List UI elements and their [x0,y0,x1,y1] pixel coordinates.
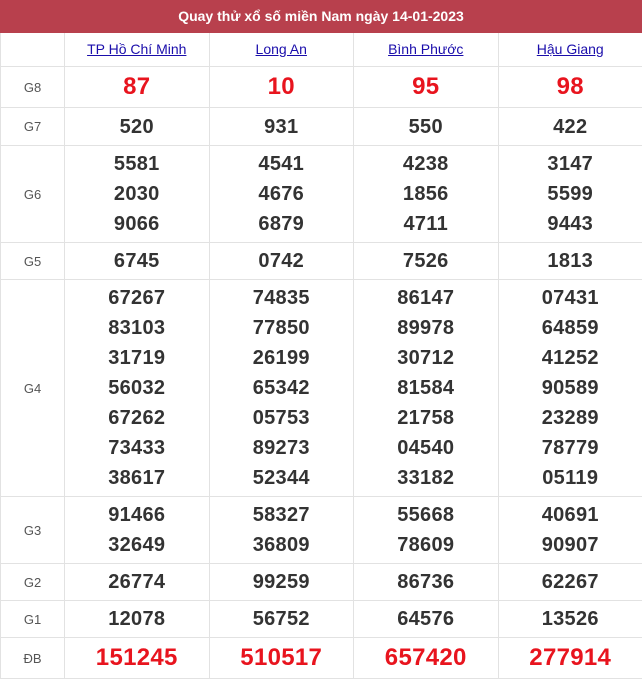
result-number: 3147 [547,153,594,175]
result-number: 4711 [403,213,449,235]
result-number: 55668 [397,504,455,526]
result-number: 91466 [108,504,166,526]
results-table [0,33,642,679]
result-cell [65,497,210,564]
result-number: 40691 [541,504,599,526]
result-number: 56032 [108,377,166,399]
result-number: 32649 [108,534,166,556]
result-number: 931 [264,115,299,138]
result-number: 12078 [108,608,166,630]
results-body [1,67,642,679]
prize-row [1,601,642,638]
result-number: 67267 [108,287,166,309]
result-number: 95 [412,73,440,100]
result-number: 7526 [402,250,449,272]
result-cell [209,497,354,564]
result-cell [498,108,642,146]
result-cell [354,638,499,679]
province-header [65,33,210,67]
prize-label: G5 [1,243,65,280]
result-number: 277914 [529,644,612,671]
result-cell [354,146,499,243]
result-cell [498,146,642,243]
result-number: 10 [267,73,295,100]
result-number: 65342 [252,377,310,399]
result-cell [498,564,642,601]
result-number: 67262 [108,407,166,429]
result-number: 62267 [541,571,599,593]
result-number: 99259 [252,571,310,593]
result-number: 31719 [108,347,166,369]
result-number: 41252 [541,347,599,369]
result-cell [209,638,354,679]
result-number: 38617 [108,467,166,489]
result-number: 78609 [397,534,455,556]
result-cell [354,280,499,497]
prize-label: G1 [1,601,65,638]
prize-label: ĐB [1,638,65,679]
result-number: 6879 [258,213,305,235]
result-cell [498,497,642,564]
result-number: 64859 [541,317,599,339]
result-number: 58327 [252,504,310,526]
result-cell [65,280,210,497]
result-number: 13526 [541,608,599,630]
result-number: 78779 [541,437,599,459]
result-cell [498,601,642,638]
result-number: 86147 [397,287,455,309]
result-number: 81584 [397,377,455,399]
province-header [209,33,354,67]
result-number: 05753 [252,407,310,429]
result-number: 52344 [252,467,310,489]
result-cell [354,243,499,280]
result-number: 36809 [252,534,310,556]
prize-row [1,280,642,497]
result-number: 4676 [258,183,305,205]
result-number: 83103 [108,317,166,339]
prize-row [1,638,642,679]
result-cell [354,108,499,146]
result-number: 05119 [542,467,599,489]
result-number: 26199 [252,347,310,369]
result-number: 33182 [397,467,455,489]
result-number: 1813 [547,250,594,272]
result-number: 74835 [252,287,310,309]
result-cell [65,243,210,280]
result-number: 64576 [397,608,455,630]
result-number: 30712 [397,347,455,369]
prize-label: G7 [1,108,65,146]
province-link-binh-phuoc[interactable]: Bình Phước [388,40,464,57]
province-header [498,33,642,67]
result-cell [209,280,354,497]
province-header [354,33,499,67]
province-link-hau-giang[interactable]: Hậu Giang [536,40,604,57]
result-number: 26774 [108,571,166,593]
result-cell [498,243,642,280]
result-cell [354,497,499,564]
result-number: 89978 [397,317,455,339]
result-number: 510517 [240,644,323,671]
result-number: 90907 [541,534,599,556]
province-link-ho-chi-minh[interactable]: TP Hồ Chí Minh [87,40,187,57]
result-number: 4541 [258,153,305,175]
result-number: 77850 [252,317,310,339]
prize-label: G2 [1,564,65,601]
result-cell [65,564,210,601]
result-cell [498,280,642,497]
result-number: 520 [119,115,154,138]
result-number: 1856 [402,183,449,205]
prize-row [1,108,642,146]
result-cell [354,601,499,638]
result-number: 9066 [113,213,160,235]
prize-row [1,564,642,601]
result-cell [498,67,642,108]
prize-row [1,146,642,243]
prize-label: G6 [1,146,65,243]
result-number: 9443 [547,213,594,235]
result-cell [209,564,354,601]
result-number: 4238 [402,153,449,175]
result-number: 5581 [113,153,160,175]
result-number: 6745 [113,250,160,272]
result-cell [209,243,354,280]
province-link-long-an[interactable]: Long An [255,40,307,57]
result-number: 87 [123,73,151,100]
province-header-row [1,33,642,67]
result-number: 151245 [95,644,178,671]
result-number: 86736 [397,571,455,593]
page-title: Quay thử xổ số miền Nam ngày 14-01-2023 [0,0,642,33]
prize-label: G4 [1,280,65,497]
prize-row [1,497,642,564]
result-cell [209,108,354,146]
result-number: 90589 [541,377,599,399]
result-cell [209,601,354,638]
result-cell [65,638,210,679]
prize-row [1,67,642,108]
result-number: 2030 [113,183,160,205]
result-number: 98 [556,73,584,100]
result-number: 56752 [252,608,310,630]
prize-label: G8 [1,67,65,108]
result-cell [209,67,354,108]
result-cell [65,601,210,638]
result-cell [354,67,499,108]
result-cell [498,638,642,679]
result-number: 07431 [541,287,599,309]
result-number: 5599 [547,183,594,205]
result-number: 04540 [397,437,455,459]
result-number: 73433 [108,437,166,459]
result-cell [65,108,210,146]
result-number: 657420 [384,644,467,671]
result-number: 0742 [258,250,305,272]
result-number: 89273 [252,437,310,459]
prize-label: G3 [1,497,65,564]
result-number: 550 [408,115,443,138]
result-number: 422 [553,115,588,138]
result-number: 23289 [541,407,599,429]
result-cell [65,146,210,243]
result-number: 21758 [397,407,455,429]
result-cell [65,67,210,108]
result-cell [354,564,499,601]
prize-column-header [1,33,65,67]
prize-row [1,243,642,280]
result-cell [209,146,354,243]
